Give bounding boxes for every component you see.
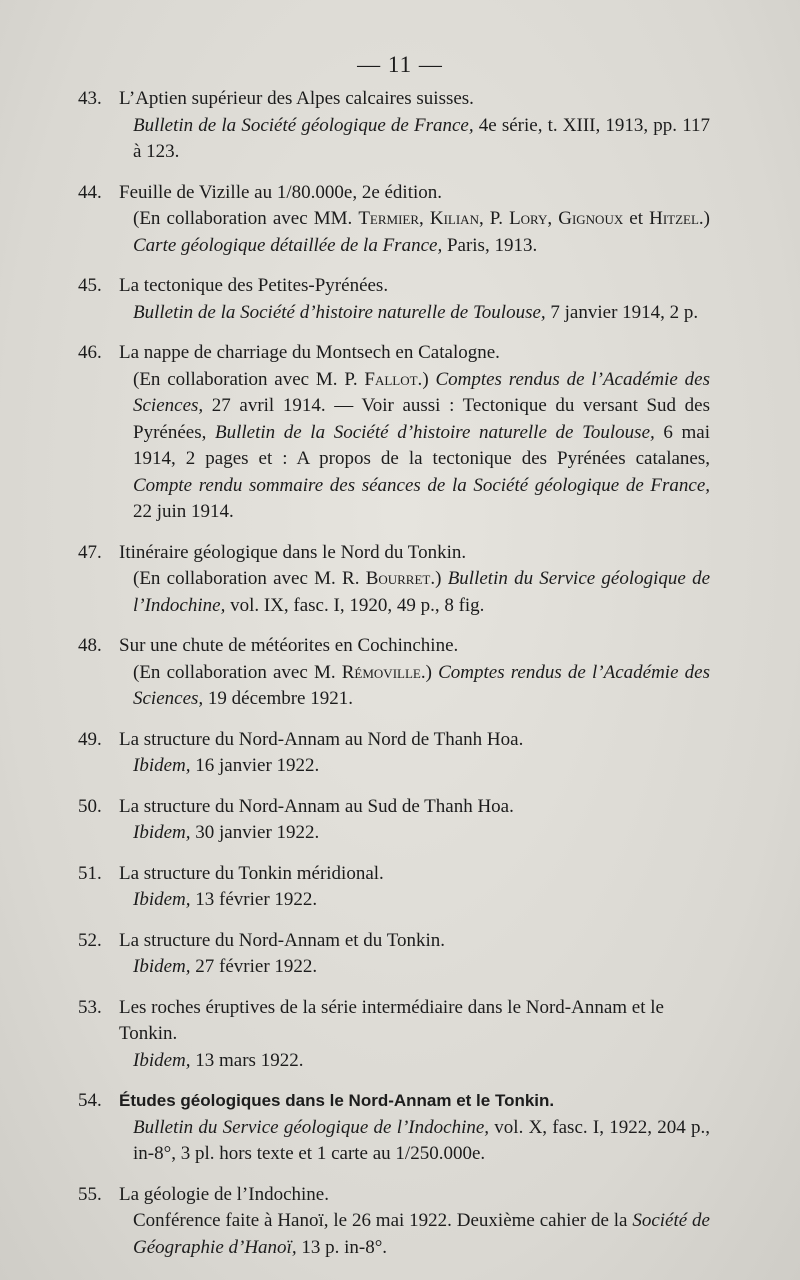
bibliography-entry (78, 180, 710, 260)
entry-title: La tectonique des Petites-Pyrénées. (119, 275, 389, 296)
reference-segment: ) (425, 661, 439, 683)
reference-segment: vol. IX, fasc. I, 1920, 49 p., 8 fig. (225, 594, 485, 616)
reference-italic-segment: Carte géologique détaillée de la France, (133, 234, 443, 256)
entry-body (119, 995, 710, 1075)
entry-number: 51. (78, 862, 102, 884)
reference-segment: (En collaboration avec M. R. (133, 568, 366, 589)
entry-reference (119, 113, 710, 166)
reference-segment: 19 décembre 1921. (203, 688, 353, 709)
reference-segment: 4e série, t. XIII, 1913, pp. 117 à 123. (133, 114, 710, 162)
entry-reference (119, 206, 710, 259)
reference-segment: 13 p. in-8°. (296, 1236, 388, 1258)
entry-title: L’Aptien supérieur des Alpes calcaires suisses. (119, 88, 474, 109)
entry-reference (119, 954, 710, 981)
entry-reference (119, 753, 710, 780)
entry-title: Itinéraire géologique dans le Nord du Tonkin. (119, 541, 467, 563)
reference-italic-segment: Comptes rendus de l’Académie des Sciences, (133, 661, 710, 709)
bibliography-entry (78, 86, 710, 166)
reference-italic-segment: Comptes rendus de l’Académie des Sciences, (133, 368, 710, 416)
entry-reference (119, 1048, 710, 1075)
bibliography-entry (78, 273, 710, 326)
entry-body (119, 794, 710, 847)
reference-italic-segment: Ibidem, (133, 822, 191, 843)
reference-segment: vol. X, fasc. I, 1922, 204 p., in-8°, 3 pl. hors texte et 1 carte au 1/250.000e. (133, 1116, 710, 1164)
entry-body (119, 928, 710, 981)
entry-reference (119, 660, 710, 713)
entry-number: 53. (78, 996, 102, 1018)
entry-reference (119, 566, 710, 619)
entry-reference (119, 300, 710, 327)
entry-body (119, 861, 710, 914)
bibliography-entry (78, 861, 710, 914)
reference-segment: Termier, Kilian, P. Lory, Gignoux (358, 208, 624, 229)
entry-reference (119, 1115, 710, 1168)
bibliography-entry (78, 995, 710, 1075)
entry-number: 44. (78, 181, 102, 203)
reference-segment: (En collaboration avec M. (133, 661, 342, 683)
reference-segment: (En collaboration avec M. P. (133, 368, 365, 390)
reference-segment: Paris, 1913. (442, 234, 538, 256)
reference-segment: 22 juin 1914. (133, 501, 234, 522)
reference-italic-segment: Compte rendu sommaire des séances de la Société géologique de France, (133, 474, 710, 496)
entry-title: La structure du Nord-Annam au Sud de Thanh Hoa. (119, 795, 514, 817)
reference-segment: Rémoville. (341, 661, 426, 683)
entry-number: 48. (78, 635, 102, 656)
reference-segment: Conférence faite à Hanoï, le 26 mai 1922. Deuxième cahier de la (133, 1210, 633, 1231)
reference-italic-segment: Ibidem, (133, 889, 191, 910)
entry-number: 55. (78, 1183, 102, 1205)
entry-body (119, 633, 710, 713)
reference-segment: et (623, 208, 650, 229)
bibliography-entry (78, 633, 710, 713)
entry-number: 49. (78, 728, 102, 750)
reference-italic-segment: Société de Géographie d’Hanoï, (133, 1210, 710, 1258)
entry-title: La structure du Nord-Annam au Nord de Thanh Hoa. (119, 728, 524, 750)
entry-number: 46. (78, 342, 102, 363)
reference-italic-segment: Ibidem, (133, 956, 191, 977)
entry-reference (119, 887, 710, 914)
reference-segment: 7 janvier 1914, 2 p. (545, 301, 699, 323)
entry-number: 43. (78, 88, 102, 109)
bibliography-list (78, 86, 710, 1275)
reference-segment: 27 avril 1914. — Voir aussi : Tectonique du versant Sud des Pyrénées, (133, 395, 710, 443)
bibliography-entry (78, 928, 710, 981)
reference-italic-segment: Bulletin de la Société d’histoire naturelle de Toulouse, (214, 421, 655, 443)
reference-segment: 30 janvier 1922. (190, 822, 320, 843)
reference-segment: Bourret. (365, 568, 436, 589)
entry-reference (119, 1208, 710, 1261)
entry-number: 54. (78, 1090, 102, 1111)
page-number: — 11 — (357, 52, 443, 77)
entry-title: La géologie de l’Indochine. (119, 1183, 329, 1205)
reference-italic-segment: Ibidem, (133, 1049, 191, 1071)
entry-number: 47. (78, 541, 102, 563)
entry-title: Études géologiques dans le Nord-Annam et le Tonkin. (119, 1091, 555, 1110)
entry-number: 52. (78, 929, 102, 951)
entry-number: 50. (78, 795, 102, 817)
reference-italic-segment: Ibidem, (133, 755, 191, 776)
entry-title: Sur une chute de météorites en Cochinchine. (119, 635, 459, 656)
entry-title: La structure du Tonkin méridional. (119, 862, 384, 884)
entry-body (119, 86, 710, 166)
entry-body (119, 273, 710, 326)
reference-segment: 13 février 1922. (190, 889, 318, 910)
reference-segment: ) (703, 208, 710, 229)
entry-title: La nappe de charriage du Montsech en Catalogne. (119, 342, 500, 363)
bibliography-entry (78, 1088, 710, 1168)
entry-title: Les roches éruptives de la série intermédiaire dans le Nord-Annam et le Tonkin. (119, 996, 664, 1044)
reference-segment: 6 mai 1914, 2 pages et : A propos de la tectonique des Pyrénées catalanes, (133, 421, 710, 469)
bibliography-entry (78, 727, 710, 780)
reference-segment: ) (435, 568, 448, 589)
bibliography-entry (78, 794, 710, 847)
entry-body (119, 1088, 710, 1168)
entry-reference (119, 367, 710, 526)
entry-body (119, 340, 710, 526)
reference-italic-segment: Bulletin de la Société géologique de France, (133, 114, 474, 136)
entry-title: Feuille de Vizille au 1/80.000e, 2e édition. (119, 181, 443, 203)
entry-number: 45. (78, 275, 102, 296)
reference-segment: ) (422, 368, 436, 390)
reference-segment: 13 mars 1922. (190, 1049, 304, 1071)
reference-segment: Hitzel. (649, 208, 704, 229)
entry-body (119, 180, 710, 260)
entry-reference (119, 820, 710, 847)
bibliography-entry (78, 1182, 710, 1262)
bibliography-entry (78, 340, 710, 526)
reference-segment: 27 février 1922. (190, 956, 318, 977)
reference-italic-segment: Bulletin de la Société d’histoire naturelle de Toulouse, (133, 301, 546, 323)
reference-italic-segment: Bulletin du Service géologique de l’Indochine, (133, 1116, 490, 1138)
entry-body (119, 1182, 710, 1262)
bibliography-entry (78, 540, 710, 620)
entry-body (119, 540, 710, 620)
reference-segment: 16 janvier 1922. (190, 755, 320, 776)
reference-segment: Fallot. (364, 368, 423, 390)
reference-italic-segment: Bulletin du Service géologique de l’Indochine, (133, 568, 711, 616)
reference-segment: (En collaboration avec MM. (133, 208, 359, 229)
entry-body (119, 727, 710, 780)
entry-title: La structure du Nord-Annam et du Tonkin. (119, 929, 445, 951)
